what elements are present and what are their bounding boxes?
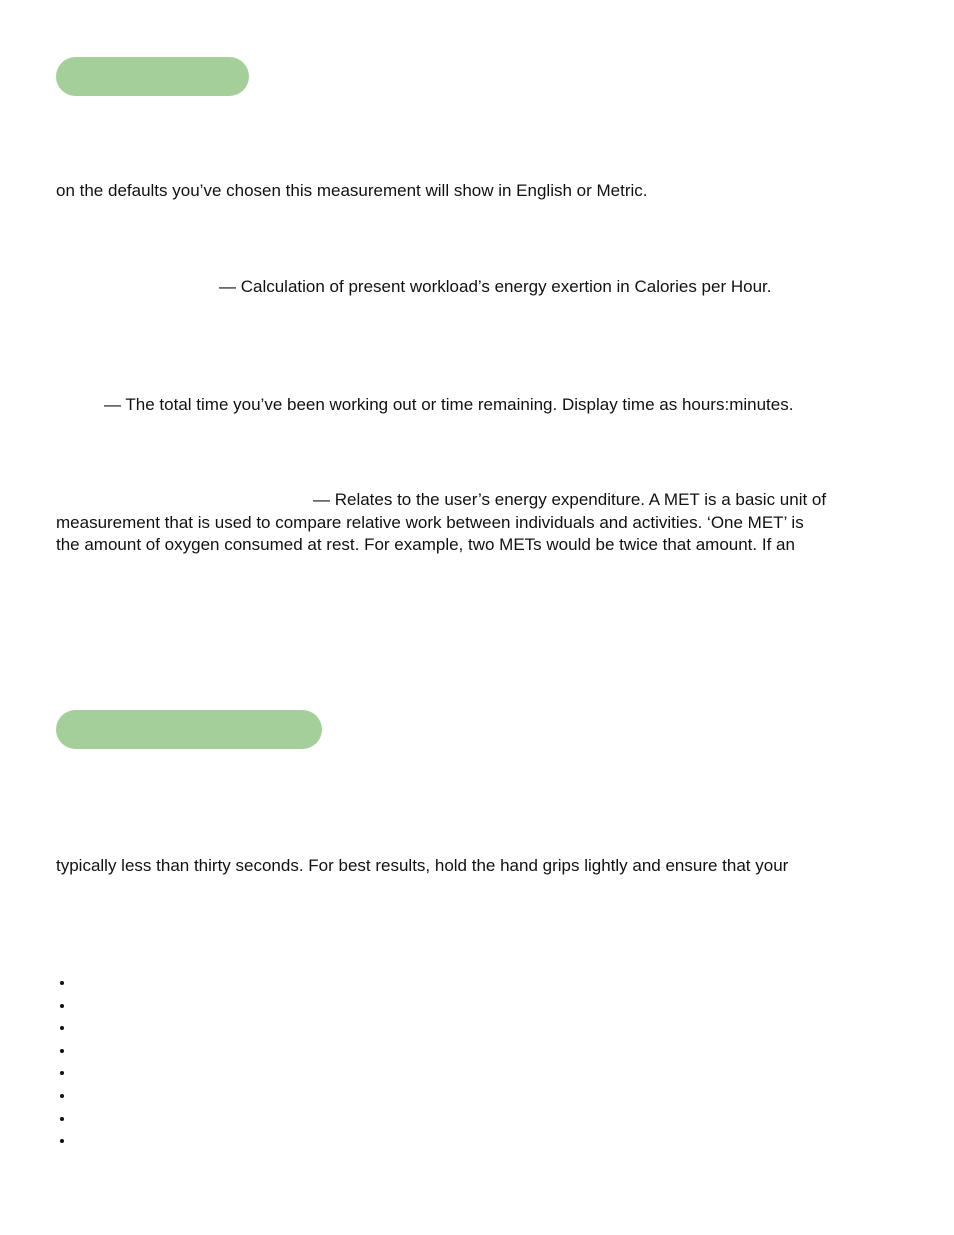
text-line-heart-rate-grips: typically less than thirty seconds. For best results, hold the hand grips lightly and ensure that your bbox=[56, 856, 789, 875]
bullet-icon bbox=[60, 981, 64, 985]
list-item bbox=[56, 1108, 66, 1131]
text-line-measurement-defaults: on the defaults you’ve chosen this measurement will show in English or Metric. bbox=[56, 181, 648, 200]
list-item bbox=[56, 995, 66, 1018]
bullet-icon bbox=[60, 1004, 64, 1008]
bullet-icon bbox=[60, 1094, 64, 1098]
text-line-met-2: measurement that is used to compare relative work between individuals and activities. ‘One MET’ is bbox=[56, 513, 804, 532]
text-line-total-time: — The total time you’ve been working out or time remaining. Display time as hours:minutes. bbox=[104, 395, 794, 414]
bullet-icon bbox=[60, 1117, 64, 1121]
list-item bbox=[56, 1040, 66, 1063]
list-item bbox=[56, 1017, 66, 1040]
list-item bbox=[56, 1130, 66, 1153]
text-line-met-1: — Relates to the user’s energy expenditure. A MET is a basic unit of bbox=[313, 490, 827, 509]
section-header-pill-2 bbox=[56, 710, 322, 749]
bullet-icon bbox=[60, 1071, 64, 1075]
bullet-icon bbox=[60, 1026, 64, 1030]
bullet-list bbox=[56, 972, 66, 1153]
list-item bbox=[56, 972, 66, 995]
list-item bbox=[56, 1062, 66, 1085]
text-line-calories-per-hour: — Calculation of present workload’s energy exertion in Calories per Hour. bbox=[219, 277, 772, 296]
bullet-icon bbox=[60, 1049, 64, 1053]
list-item bbox=[56, 1085, 66, 1108]
bullet-icon bbox=[60, 1139, 64, 1143]
section-header-pill-1 bbox=[56, 57, 249, 96]
text-line-met-3: the amount of oxygen consumed at rest. For example, two METs would be twice that amount. If an bbox=[56, 535, 795, 554]
